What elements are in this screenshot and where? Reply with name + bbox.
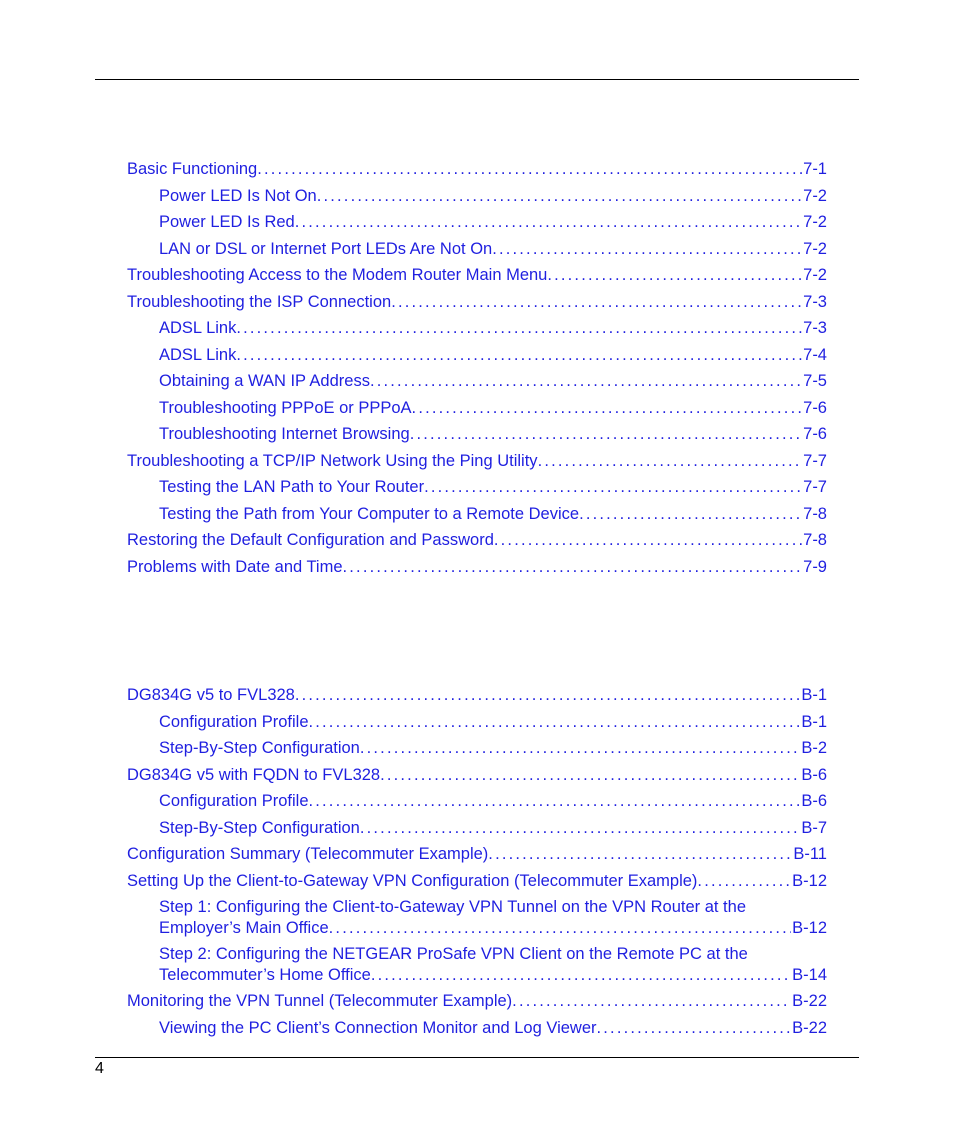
toc-entry[interactable]	[127, 682, 827, 709]
toc-entry[interactable]	[127, 527, 827, 554]
toc-dot-leader	[597, 1015, 792, 1042]
toc-entry-title: Restoring the Default Configuration and Password	[127, 531, 494, 549]
toc-dot-leader	[494, 527, 802, 554]
toc-entry-page: B-6	[801, 792, 827, 810]
toc-dot-leader	[547, 262, 802, 289]
toc-entry[interactable]	[159, 815, 827, 842]
toc-entry-title: ADSL Link	[159, 319, 237, 337]
toc-entry-page: 7-7	[803, 478, 827, 496]
toc-dot-leader	[579, 501, 802, 528]
toc-entry-title: Monitoring the VPN Tunnel (Telecommuter Example)	[127, 992, 513, 1010]
toc-section-troubleshooting	[127, 156, 827, 580]
toc-entry-page: 7-2	[803, 266, 827, 284]
toc-entry-title: LAN or DSL or Internet Port LEDs Are Not On	[159, 239, 493, 258]
toc-dot-leader	[492, 236, 802, 263]
toc-entry-title-line2: Telecommuter’s Home Office	[159, 965, 371, 984]
toc-entry[interactable]	[127, 448, 827, 475]
toc-dot-leader	[488, 841, 792, 868]
toc-entry-title: Step-By-Step Configuration	[159, 818, 360, 837]
toc-entry-page: B-1	[801, 712, 827, 731]
toc-dot-leader	[295, 682, 800, 709]
toc-dot-leader	[371, 965, 791, 986]
toc-entry[interactable]	[159, 501, 827, 528]
toc-dot-leader	[424, 474, 802, 501]
toc-entry-title: DG834G v5 to FVL328	[127, 686, 295, 704]
toc-entry-title: Troubleshooting the ISP Connection	[127, 292, 392, 311]
toc-dot-leader	[410, 421, 802, 448]
toc-entry-page: 7-3	[803, 292, 827, 311]
toc-entry[interactable]	[159, 1015, 827, 1042]
toc-entry-page: 7-1	[803, 160, 827, 178]
toc-entry-page: 7-6	[803, 398, 827, 417]
toc-entry-title: Configuration Profile	[159, 712, 309, 731]
footer-rule	[95, 1057, 859, 1058]
toc-dot-leader	[309, 709, 801, 736]
toc-entry-page: 7-2	[803, 186, 827, 205]
toc-entry[interactable]	[127, 262, 827, 289]
toc-entry-page: 7-5	[803, 372, 827, 390]
toc-entry-title: Testing the LAN Path to Your Router	[159, 478, 425, 496]
toc-section-vpn-examples	[127, 682, 827, 1041]
toc-entry[interactable]	[159, 474, 827, 501]
toc-entry[interactable]	[127, 988, 827, 1015]
toc-entry-page: B-11	[793, 845, 827, 863]
toc-entry[interactable]	[159, 395, 827, 422]
toc-dot-leader	[329, 918, 791, 939]
toc-entry-page: B-7	[801, 818, 827, 837]
toc-entry[interactable]	[159, 735, 827, 762]
page-number: 4	[95, 1060, 104, 1077]
toc-entry-title: Step 2: Configuring the NETGEAR ProSafe VPN Client on the Remote PC at the	[159, 945, 748, 963]
toc-entry-title: Setting Up the Client-to-Gateway VPN Configuration (Telecommuter Example)	[127, 871, 698, 890]
toc-entry-page: B-2	[801, 739, 827, 757]
toc-dot-leader	[309, 788, 801, 815]
toc-entry-page: 7-3	[803, 319, 827, 337]
toc-entry-page: B-1	[801, 686, 827, 704]
toc-entry-page: 7-2	[803, 239, 827, 258]
toc-dot-leader	[412, 395, 803, 422]
toc-entry-title: Basic Functioning	[127, 160, 258, 178]
toc-entry-title: ADSL Link	[159, 345, 237, 364]
toc-entry[interactable]	[159, 236, 827, 263]
toc-entry-page: 7-4	[803, 345, 827, 364]
toc-entry[interactable]	[159, 788, 827, 815]
header-rule	[95, 79, 859, 80]
toc-dot-leader	[257, 156, 802, 183]
toc-entry[interactable]	[127, 554, 827, 581]
toc-entry-page: B-6	[801, 765, 827, 784]
toc-entry[interactable]	[127, 868, 827, 895]
toc-entry-title: Problems with Date and Time	[127, 557, 343, 576]
toc-entry-title: Step-By-Step Configuration	[159, 739, 360, 757]
toc-entry[interactable]	[159, 709, 827, 736]
toc-dot-leader	[391, 289, 802, 316]
toc-entry-title: Obtaining a WAN IP Address	[159, 372, 370, 390]
toc-entry[interactable]	[159, 368, 827, 395]
toc-entry-page: 7-9	[803, 557, 827, 576]
toc-entry[interactable]	[159, 941, 827, 988]
toc-dot-leader	[370, 368, 802, 395]
toc-entry-title: Viewing the PC Client’s Connection Monitor and Log Viewer	[159, 1018, 597, 1037]
toc-entry[interactable]	[159, 421, 827, 448]
toc-entry-page: 7-7	[803, 451, 827, 470]
toc-dot-leader	[343, 554, 803, 581]
toc-entry-page: 7-2	[803, 213, 827, 231]
toc-dot-leader	[697, 868, 791, 895]
toc-entry-title: Power LED Is Not On	[159, 186, 317, 205]
toc-dot-leader	[360, 735, 800, 762]
toc-entry-title: Troubleshooting Internet Browsing	[159, 425, 410, 443]
toc-entry-title: Troubleshooting Access to the Modem Router Main Menu	[127, 266, 548, 284]
toc-entry-title-line2: Employer’s Main Office	[159, 918, 329, 937]
toc-entry[interactable]	[159, 894, 827, 941]
toc-entry[interactable]	[159, 209, 827, 236]
toc-dot-leader	[360, 815, 800, 842]
toc-entry[interactable]	[127, 156, 827, 183]
toc-entry-title: Troubleshooting PPPoE or PPPoA	[159, 398, 412, 417]
toc-entry-title-continued	[159, 965, 827, 986]
toc-entry-page: 7-8	[803, 531, 827, 549]
toc-entry-title: Power LED Is Red	[159, 213, 295, 231]
toc-entry-title-continued	[159, 918, 827, 939]
toc-dot-leader	[538, 448, 803, 475]
toc-dot-leader	[317, 183, 802, 210]
toc-dot-leader	[380, 762, 800, 789]
toc-entry-title: Configuration Summary (Telecommuter Example)	[127, 845, 489, 863]
toc-dot-leader	[236, 315, 802, 342]
toc-entry[interactable]	[159, 315, 827, 342]
toc-entry-title: DG834G v5 with FQDN to FVL328	[127, 765, 381, 784]
toc-entry-page: B-12	[792, 918, 827, 937]
toc-dot-leader	[295, 209, 802, 236]
toc-entry[interactable]	[159, 342, 827, 369]
toc-dot-leader	[236, 342, 802, 369]
toc-entry-page: B-22	[792, 992, 827, 1010]
toc-entry-title: Testing the Path from Your Computer to a Remote Device	[159, 504, 580, 523]
toc-dot-leader	[512, 988, 791, 1015]
toc-entry-page: B-22	[792, 1018, 827, 1037]
toc-entry-title: Configuration Profile	[159, 792, 309, 810]
toc-entry-title: Step 1: Configuring the Client-to-Gateway VPN Tunnel on the VPN Router at the	[159, 898, 746, 916]
toc-entry-page: B-14	[792, 965, 827, 984]
toc-entry[interactable]	[127, 762, 827, 789]
toc-entry[interactable]	[127, 841, 827, 868]
toc-entry[interactable]	[127, 289, 827, 316]
toc-entry-page: B-12	[792, 871, 827, 890]
toc-entry-title: Troubleshooting a TCP/IP Network Using the Ping Utility	[127, 451, 538, 470]
toc-entry-page: 7-8	[803, 504, 827, 523]
toc-entry-page: 7-6	[803, 425, 827, 443]
toc-entry[interactable]	[159, 183, 827, 210]
